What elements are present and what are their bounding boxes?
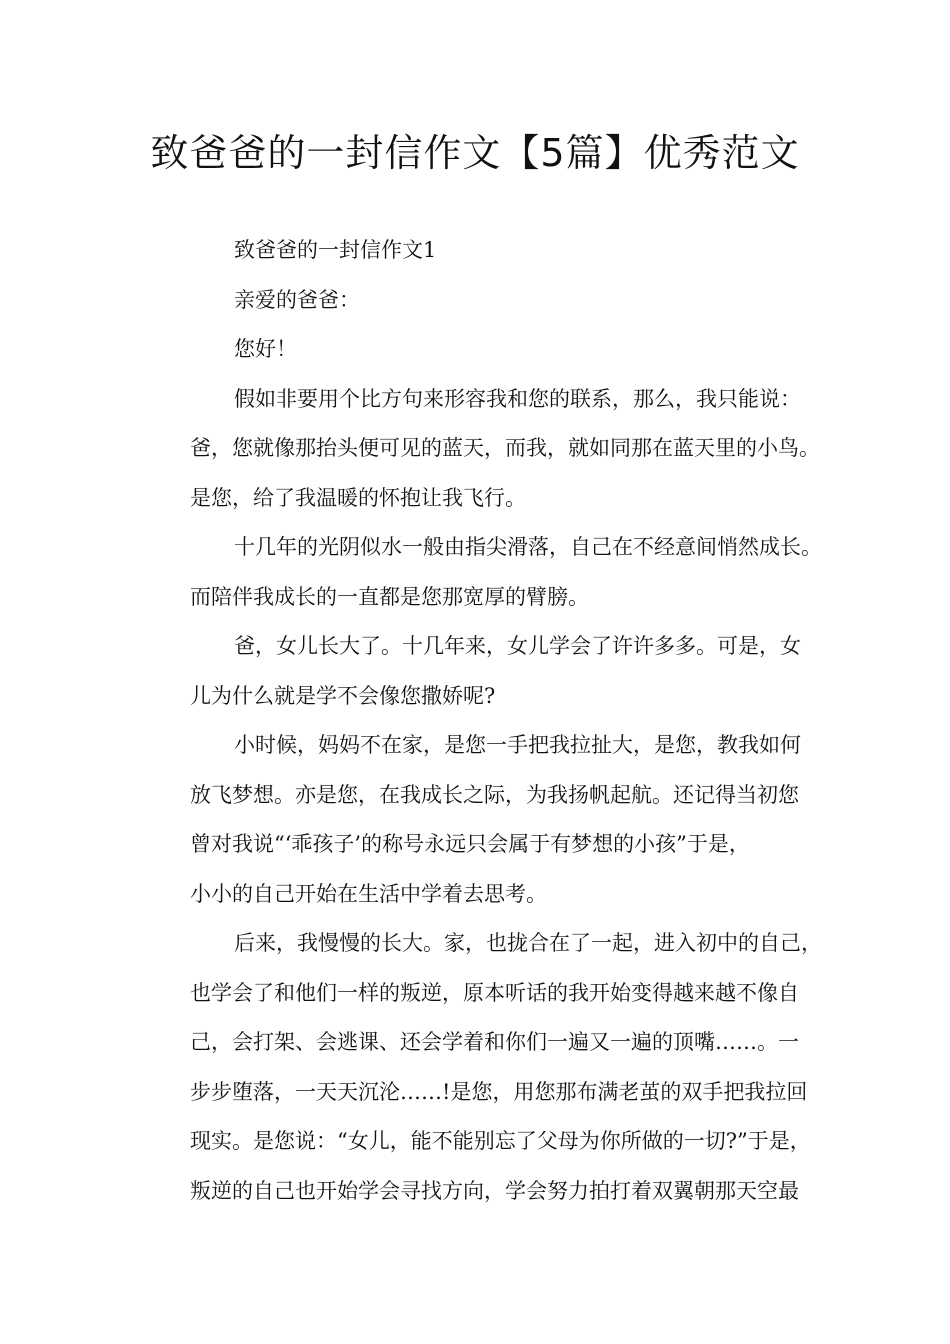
text-line: 是您，给了我温暖的怀抱让我飞行。 [190, 485, 526, 510]
paragraph [146, 375, 826, 524]
text-line: 亲爱的爸爸： [234, 287, 360, 312]
paragraph [146, 622, 826, 721]
text-line: 小小的自己开始在生活中学着去思考。 [190, 881, 547, 906]
document-title: 致爸爸的一封信作文【5篇】优秀范文 [150, 131, 800, 175]
text-line: 小时候，妈妈不在家，是您一手把我拉扯大，是您，教我如何 [234, 733, 801, 757]
text-line: 己，会打架、会逃课、还会学着和你们一遍又一遍的顶嘴……。一 [190, 1030, 799, 1054]
paragraph [146, 523, 826, 622]
text-line: 儿为什么就是学不会像您撒娇呢? [190, 683, 496, 708]
text-line: 曾对我说“‘乖孩子’的称号永远只会属于有梦想的小孩”于是， [190, 832, 750, 856]
text-line: 而陪伴我成长的一直都是您那宽厚的臂膀。 [190, 584, 589, 609]
document-body [146, 226, 826, 1216]
text-line: 叛逆的自己也开始学会寻找方向，学会努力拍打着双翼朝那天空最 [190, 1178, 799, 1203]
text-line: 致爸爸的一封信作文1 [234, 238, 437, 262]
heading-line [146, 226, 826, 276]
text-line: 爸，女儿长大了。十几年来，女儿学会了许许多多。可是，女 [234, 634, 801, 658]
text-line: 现实。是您说：“女儿，能不能别忘了父母为你所做的一切?”于是， [190, 1129, 811, 1153]
text-line: 后来，我慢慢的长大。家，也拢合在了一起，进入初中的自己， [234, 931, 822, 955]
text-line: 放飞梦想。亦是您，在我成长之际，为我扬帆起航。还记得当初您 [190, 782, 799, 807]
text-line: 您好！ [234, 337, 297, 361]
salutation [146, 276, 826, 326]
text-line: 步步堕落，一天天沉沦……!是您，用您那布满老茧的双手把我拉回 [190, 1079, 808, 1104]
text-line: 假如非要用个比方句来形容我和您的联系，那么，我只能说： [234, 386, 801, 411]
text-line: 爸，您就像那抬头便可见的蓝天，而我，就如同那在蓝天里的小鸟。 [190, 436, 820, 460]
text-line: 也学会了和他们一样的叛逆，原本听话的我开始变得越来越不像自 [190, 980, 799, 1005]
paragraph [146, 721, 826, 919]
paragraph [146, 919, 826, 1216]
text-line: 十几年的光阴似水一般由指尖滑落，自己在不经意间悄然成长。 [234, 535, 822, 559]
greeting [146, 325, 826, 375]
